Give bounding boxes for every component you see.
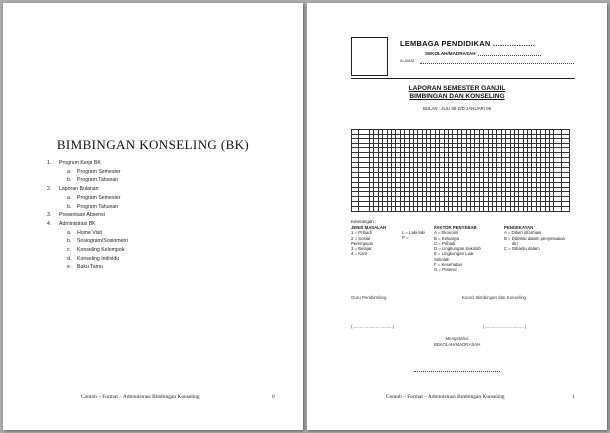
toc-number: a.: [67, 229, 72, 236]
toc-subitem: [47, 263, 128, 272]
toc-number: 4.: [47, 220, 52, 227]
table-row: [352, 207, 570, 212]
school-line: [478, 55, 541, 56]
toc-item: [47, 220, 128, 229]
legend-pendekatan: [504, 225, 565, 251]
toc-number: e.: [67, 264, 72, 271]
toc-label: Home Visit: [77, 229, 102, 236]
table-cell: [554, 207, 562, 212]
toc-number: b.: [67, 238, 72, 245]
toc-subitem: [47, 203, 128, 212]
legend-item: L = Laki-laki: [402, 230, 425, 235]
toc-label: Administrasi BK: [59, 220, 96, 227]
principal-title: SEKOLAH/MADRASAH: [433, 342, 481, 347]
toc-label: Program Semester: [77, 194, 121, 201]
legend-item: E = Lingkungan Luar: [434, 251, 474, 257]
toc-subitem: [47, 229, 128, 238]
toc-item: [47, 211, 128, 220]
toc-subitem: [47, 168, 128, 177]
legend-gender: [402, 230, 425, 241]
toc-label: Konseling Individu: [77, 255, 120, 262]
report-table: [351, 129, 570, 212]
legend-item: 2 = Sosial: [351, 235, 370, 241]
toc-number: a.: [67, 194, 72, 201]
legend-item: Sekolah: [434, 256, 450, 262]
toc-number: d.: [67, 255, 72, 262]
toc-number: b.: [67, 177, 72, 184]
toc-subitem: [47, 237, 128, 246]
legend-item: P =: [402, 235, 409, 241]
table-cell: [562, 207, 570, 212]
toc-label: Laporan Bulanan: [59, 186, 99, 193]
report-period: BULAN : JULI 08 S/D JANUARI 09: [422, 106, 492, 111]
toc-number: b.: [67, 203, 72, 210]
legend-item: B = Dibantu dalam penyesuaian: [504, 235, 566, 241]
legend-item: D = Lingkungan Sekolah: [434, 246, 481, 252]
toc-subitem: [47, 194, 128, 203]
known-by: Mengetahui: [445, 336, 469, 341]
legend-item: C = Pribadi: [434, 240, 456, 246]
table-cell: [352, 207, 359, 212]
address-line: [420, 63, 574, 64]
toc-number: 1.: [47, 160, 52, 166]
legend-jenis-masalah: [351, 225, 386, 257]
table-cell: [359, 207, 370, 212]
legend-item: A = Ekonomi: [434, 230, 459, 236]
report-subtitle: BIMBINGAN DAN KONSELING: [409, 93, 505, 100]
legend-item: B = Keluarga: [434, 235, 459, 241]
toc-label: Program Semester: [77, 168, 121, 175]
legend-item: 3 = Belajar: [351, 246, 372, 252]
legend-heading: Keterangan :: [351, 219, 377, 224]
address-label: ALAMAT: [400, 59, 415, 63]
page-footer: Contoh – Format – Administrasi Bimbingan Konseling: [81, 394, 200, 400]
signature-left-title: Guru Pembimbing: [351, 295, 387, 300]
logo-placeholder: [351, 37, 388, 76]
legend-faktor-penyebab: [434, 225, 481, 273]
header-rule: [351, 78, 575, 79]
page-title: BIMBINGAN KONSELING (BK): [56, 137, 250, 152]
toc-item: [47, 185, 128, 194]
legend-title: PENDEKATAN: [504, 225, 534, 230]
toc-label: Program Kerja BK: [59, 160, 101, 166]
toc-label: Sosiogram/Sosiometri: [77, 238, 128, 245]
signature-right-name: (.................................): [483, 324, 527, 329]
legend-item: A = Diberi informasi: [504, 230, 542, 236]
signature-left-name: (.................................): [351, 324, 395, 329]
legend-item: G = Potensi: [434, 267, 457, 273]
toc-subitem: [47, 246, 128, 255]
legend-title: JENIS MASALAH: [351, 225, 387, 230]
toc-item: [47, 159, 128, 168]
toc-label: Program Tahunan: [77, 203, 119, 210]
toc-number: 3.: [47, 212, 52, 219]
document-page-left: [3, 3, 303, 430]
legend-item: diri: [512, 240, 518, 246]
toc-subitem: [47, 255, 128, 264]
page-footer: Contoh – Format – Administrasi Bimbingan Konseling: [386, 394, 505, 400]
toc-label: Presentase Absensi: [59, 212, 105, 219]
signature-right-title: Koord. Bimbingan dan Konseling: [462, 295, 526, 300]
toc-number: 2.: [47, 186, 52, 193]
report-title: LAPORAN SEMESTER GANJIL: [408, 85, 506, 92]
legend-title: FAKTOR PENYEBAB: [434, 225, 477, 230]
toc-number: a.: [67, 168, 72, 175]
legend-item: F = Kesehatan: [434, 262, 463, 268]
toc-subitem: [47, 176, 128, 185]
legend-item: 4 = Karir: [351, 251, 368, 257]
principal-signature-line: [414, 371, 500, 372]
institution-title: LEMBAGA PENDIDIKAN ..................: [400, 39, 536, 48]
toc-label: Konseling Kelompok: [77, 247, 125, 254]
page-number: 0: [272, 394, 275, 400]
toc-label: Buku Tamu: [77, 264, 103, 271]
page-number: 1: [572, 394, 575, 400]
table-of-contents: [47, 159, 128, 272]
legend-item: 1 = Pribadi: [351, 230, 372, 236]
document-page-right: [307, 3, 607, 430]
school-label: SEKOLAH/MADRASAH: [425, 51, 476, 56]
toc-number: c.: [67, 247, 72, 254]
toc-label: Program Tahunan: [77, 177, 119, 184]
legend-item: C = Dibantu dalam: [504, 246, 540, 252]
legend-item: Perempuan: [351, 240, 374, 246]
